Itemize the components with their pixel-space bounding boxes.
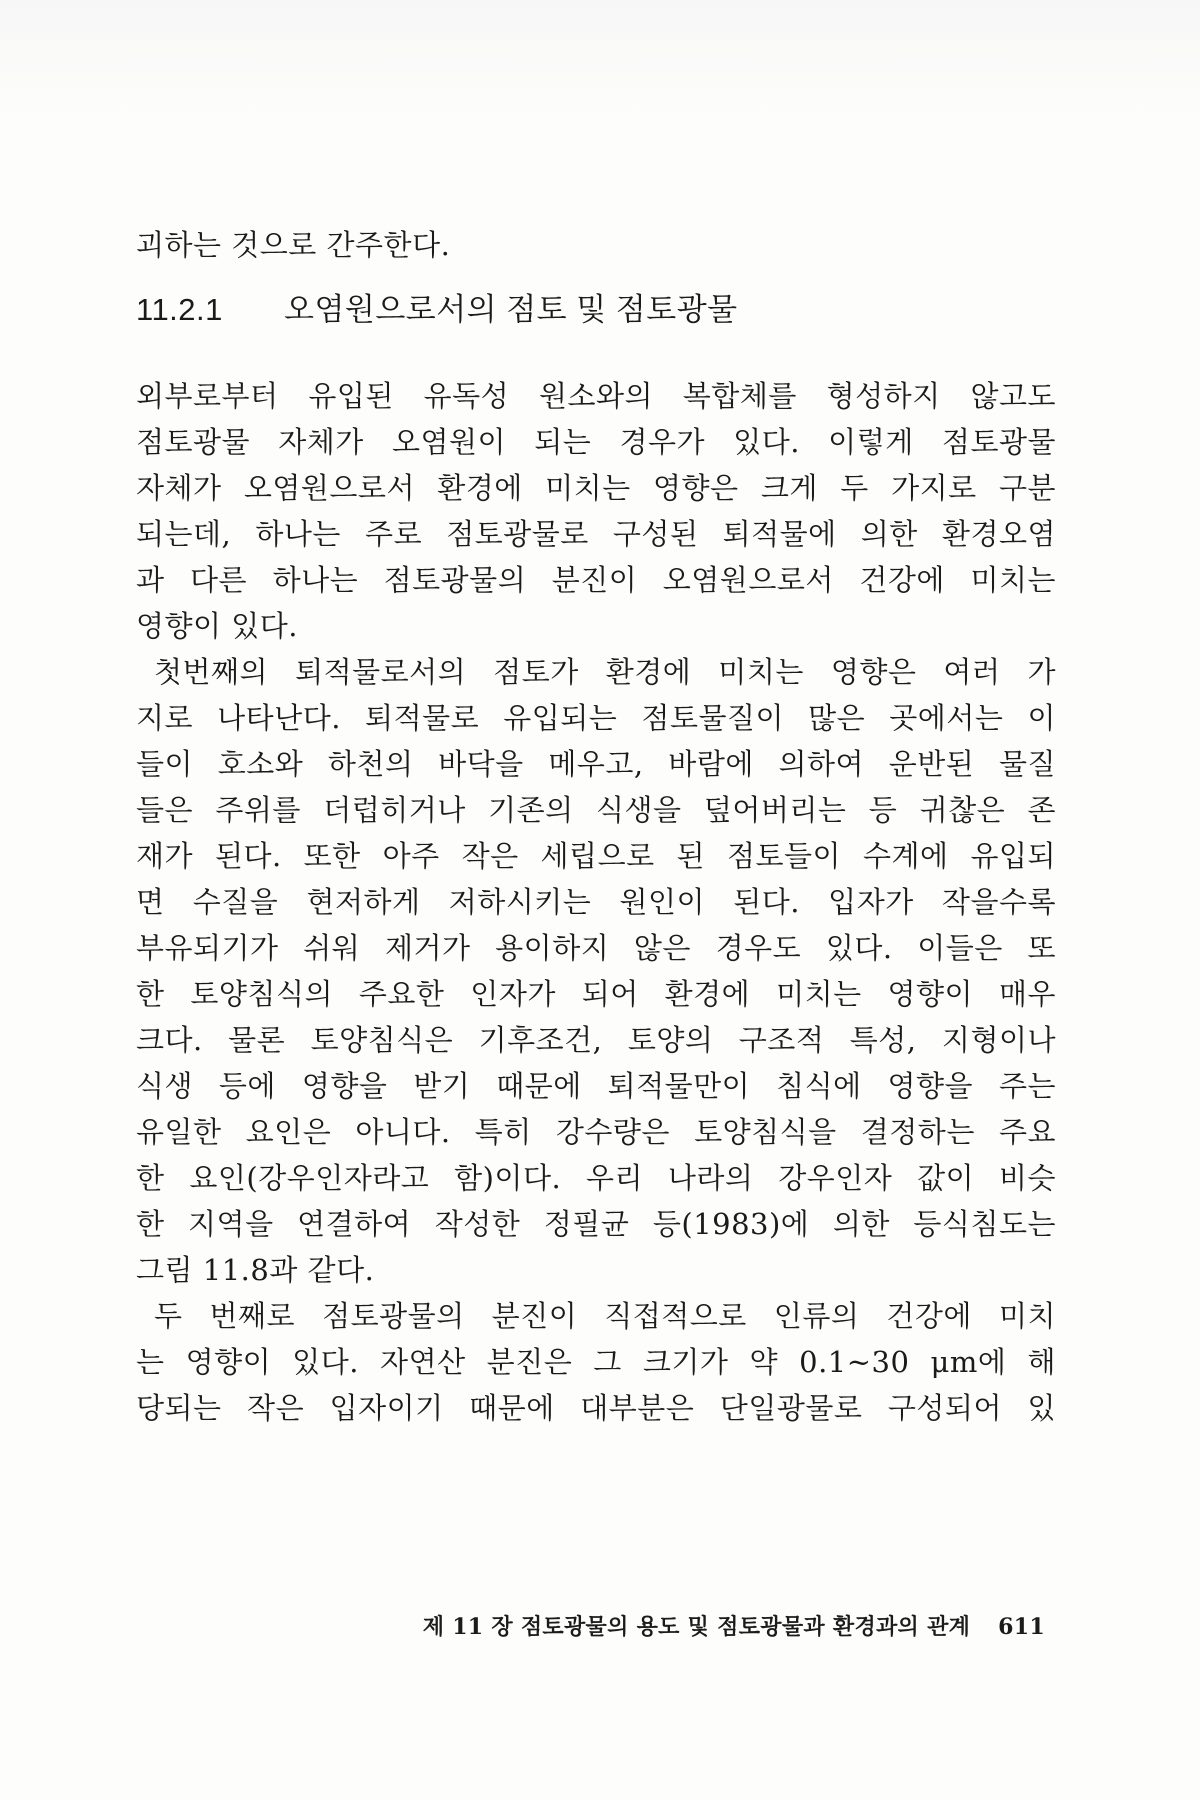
paragraph-2-line-13: 한 지역을 연결하여 작성한 정필균 등(1983)에 의한 등식침도는: [136, 1207, 1056, 1241]
paragraph-2-line-9: 크다. 물론 토양침식은 기후조건, 토양의 구조적 특성, 지형이나: [136, 1023, 1056, 1057]
section-number: 11.2.1: [136, 292, 223, 327]
section-heading: [136, 287, 1056, 333]
paragraph-2-line-6: 면 수질을 현저하게 저하시키는 원인이 된다. 입자가 작을수록: [136, 885, 1056, 919]
paragraph-2-line-12: 한 요인(강우인자라고 함)이다. 우리 나라의 강우인자 값이 비슷: [136, 1161, 1056, 1195]
paragraph-2-line-10: 식생 등에 영향을 받기 때문에 퇴적물만이 침식에 영향을 주는: [136, 1069, 1056, 1103]
paragraph-2-line-1: 첫번째의 퇴적물로서의 점토가 환경에 미치는 영향은 여러 가: [154, 655, 1056, 689]
paragraph-1-line-3: 자체가 오염원으로서 환경에 미치는 영향은 크게 두 가지로 구분: [136, 471, 1056, 505]
paragraph-2-line-5: 재가 된다. 또한 아주 작은 세립으로 된 점토들이 수계에 유입되: [136, 839, 1056, 873]
running-footer: [295, 1607, 1045, 1647]
page-number: 611: [998, 1614, 1045, 1640]
opening-line: 괴하는 것으로 간주한다.: [136, 228, 451, 262]
paragraph-1-line-4: 되는데, 하나는 주로 점토광물로 구성된 퇴적물에 의한 환경오염: [136, 517, 1056, 551]
paragraph-2-line-4: 들은 주위를 더럽히거나 기존의 식생을 덮어버리는 등 귀찮은 존: [136, 793, 1056, 827]
paragraph-2-line-11: 유일한 요인은 아니다. 특히 강수량은 토양침식을 결정하는 주요: [136, 1115, 1056, 1149]
paragraph-1-line-6: 영향이 있다.: [136, 609, 299, 643]
paragraph-2-line-2: 지로 나타난다. 퇴적물로 유입되는 점토물질이 많은 곳에서는 이: [136, 701, 1056, 735]
paragraph-3-line-1: 두 번째로 점토광물의 분진이 직접적으로 인류의 건강에 미치: [154, 1299, 1056, 1333]
paragraph-1-line-1: 외부로부터 유입된 유독성 원소와의 복합체를 형성하지 않고도: [136, 379, 1056, 413]
paragraph-2-line-8: 한 토양침식의 주요한 인자가 되어 환경에 미치는 영향이 매우: [136, 977, 1056, 1011]
paragraph-2-line-14: 그림 11.8과 같다.: [136, 1253, 375, 1287]
section-title: 오염원으로서의 점토 및 점토광물: [284, 292, 738, 327]
paragraph-3-line-2: 는 영향이 있다. 자연산 분진은 그 크기가 약 0.1~30 μm에 해: [136, 1345, 1056, 1379]
running-head: 제 11 장 점토광물의 용도 및 점토광물과 환경과의 관계: [422, 1614, 971, 1640]
paragraph-1-line-5: 과 다른 하나는 점토광물의 분진이 오염원으로서 건강에 미치는: [136, 563, 1056, 597]
paragraph-3-line-3: 당되는 작은 입자이기 때문에 대부분은 단일광물로 구성되어 있: [136, 1391, 1056, 1425]
paragraph-1-line-2: 점토광물 자체가 오염원이 되는 경우가 있다. 이렇게 점토광물: [136, 425, 1056, 459]
paragraph-2-line-7: 부유되기가 쉬워 제거가 용이하지 않은 경우도 있다. 이들은 또: [136, 931, 1056, 965]
page-top-shadow: [0, 0, 1200, 120]
paragraph-2-line-3: 들이 호소와 하천의 바닥을 메우고, 바람에 의하여 운반된 물질: [136, 747, 1056, 781]
